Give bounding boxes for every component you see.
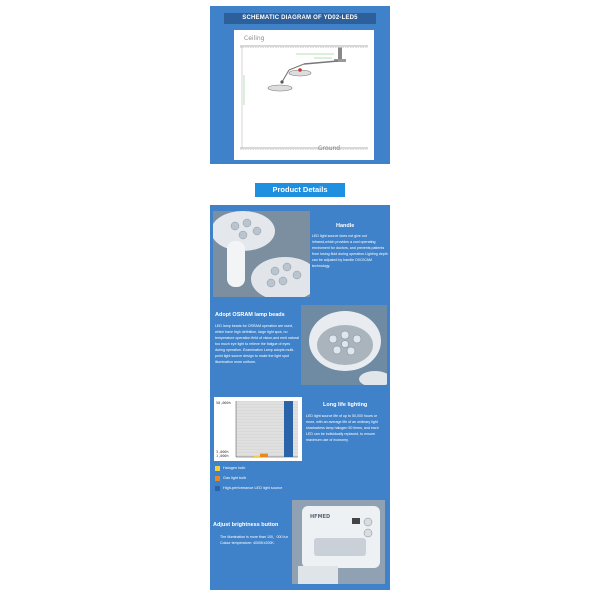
ceiling-label: Ceiling [244, 35, 265, 42]
schematic-drawing [234, 30, 374, 160]
legend-label: High-performance LED light source [223, 486, 283, 490]
handle-photo [213, 211, 310, 297]
brightness-panel-photo [292, 500, 385, 584]
legend-label: Halogen bulb [223, 466, 246, 470]
handle-title: Handle [336, 223, 355, 229]
osram-title: Adopt OSRAM lamp beads [215, 312, 285, 318]
legend-led [215, 485, 282, 491]
ground-label: Ground [318, 145, 341, 152]
tick-label-3000: 3,000h [216, 450, 229, 454]
brightness-desc: The illumination is more than 100，000 lux Colour temperature: 4000K±200K. [220, 535, 289, 545]
brightness-title: Adjust brightness button [213, 522, 279, 528]
legend-swatch [215, 466, 220, 471]
legend-swatch [215, 476, 220, 481]
lamp-beads-photo [301, 305, 387, 385]
bar-led [284, 401, 293, 457]
lifespan-chart-svg [214, 397, 302, 461]
lifespan-chart [214, 397, 302, 461]
legend-halogen [215, 465, 245, 471]
lamp-schematic-svg [234, 30, 374, 160]
bar-gas [260, 454, 268, 457]
osram-desc: LED lamp beads for OSRAM operation are used, which have high definition, large light spot, no temperature operation field of vision,and emit natural too much eye light to relieve the fatigue of eyes during operation. Examination Lamp adopts multi-point light source design to make the light spot illumination more uniform. [215, 324, 299, 364]
product-details-heading: Product Details [255, 183, 345, 197]
legend-gas [215, 475, 246, 481]
legend-label: Gas light bulb [223, 476, 247, 480]
schematic-panel [210, 6, 390, 164]
device-brand-label: HFMED [310, 514, 331, 520]
life-desc: LED light source life of up to 50,000 hours or more, with an average life of an ordinary light shadowless lamp halogen 50 times, and each LED can be individually replaced, to ensure maximum use of economy. [306, 414, 379, 442]
tick-label-1000: 1,000h [216, 454, 229, 458]
tick-label-50000: 50,000h [216, 401, 231, 405]
handle-desc: LED light source does not give out infrared,which provides a cool operating enviroment for doctors, and prevents patients from losing fluid during operation.Lighting depth can be adjusted by handle OXO/CAM technology. [312, 234, 388, 268]
legend-swatch [215, 486, 220, 491]
life-title: Long life lighting [323, 402, 368, 408]
schematic-title: SCHEMATIC DIAGRAM OF YD02-LED5 [224, 13, 376, 24]
features-panel [210, 205, 390, 590]
